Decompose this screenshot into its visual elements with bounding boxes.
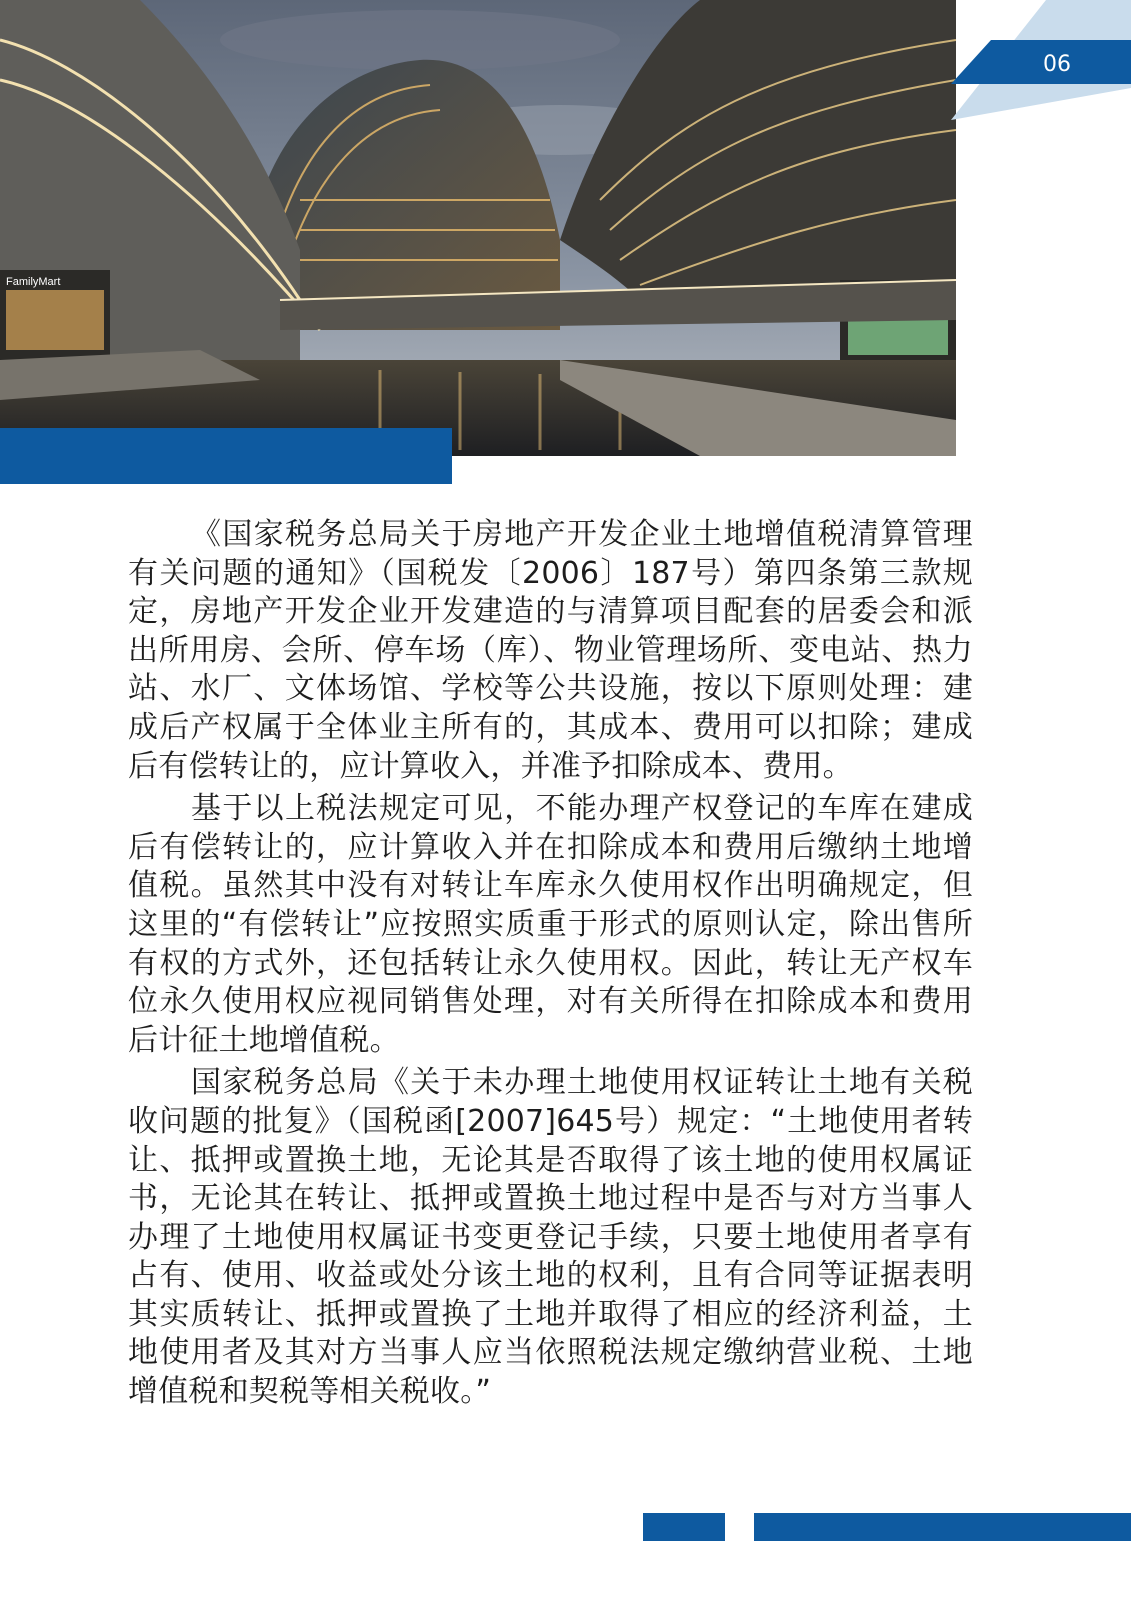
hero-photo-illustration — [0, 0, 956, 456]
paragraph: 《国家税务总局关于房地产开发企业土地增值税清算管理有关问题的通知》（国税发〔2006〕187号）第四条第三款规定，房地产开发企业开发建造的与清算项目配套的居委会和派出所用房、会所、停车场（库）、物业管理场所、变电站、热力站、水厂、文体场馆、学校等公共设施，按以下原则处理：建成后产权属于全体业主所有的，其成本、费用可以扣除；建成后有偿转让的，应计算收入，并准予扣除成本、费用。 — [128, 517, 973, 784]
store-sign-left: FamilyMart — [6, 276, 61, 288]
hero-accent-bar — [0, 428, 452, 484]
footer-accent-block — [643, 1513, 725, 1541]
footer-accent-bar — [754, 1513, 1131, 1541]
hero-photo — [0, 0, 956, 456]
page-number: 06 — [1043, 52, 1071, 77]
article-body — [128, 516, 973, 1416]
paragraph: 基于以上税法规定可见，不能办理产权登记的车库在建成后有偿转让的，应计算收入并在扣除成本和费用后缴纳土地增值税。虽然其中没有对转让车库永久使用权作出明确规定，但这里的“有偿转让”应按照实质重于形式的原则认定，除出售所有权的方式外，还包括转让永久使用权。因此，转让无产权车位永久使用权应视同销售处理，对有关所得在扣除成本和费用后计征土地增值税。 — [128, 791, 973, 1058]
paragraph: 国家税务总局《关于未办理土地使用权证转让土地有关税收问题的批复》（国税函[2007]645号）规定：“土地使用者转让、抵押或置换土地，无论其是否取得了该土地的使用权属证书，无论其在转让、抵押或置换土地过程中是否与对方当事人办理了土地使用权属证书变更登记手续，只要土地使用者享有占有、使用、收益或处分该土地的权利，且有合同等证据表明其实质转让、抵押或置换了土地并取得了相应的经济利益，土地使用者及其对方当事人应当依照税法规定缴纳营业税、土地增值税和契税等相关税收。” — [128, 1065, 973, 1410]
